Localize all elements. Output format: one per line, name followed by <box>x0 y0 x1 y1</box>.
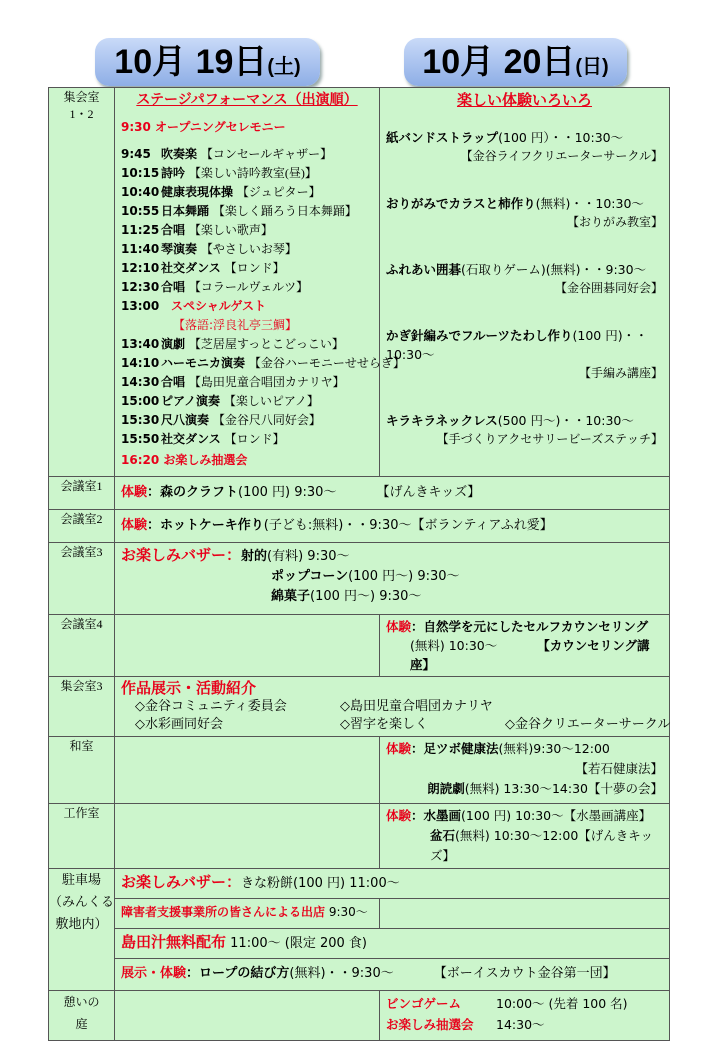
room-workshop: 工作室 <box>49 804 115 869</box>
r8-rope-title: ：ロープの結び方 <box>186 966 290 981</box>
r4-label: 体験 <box>386 619 412 634</box>
program-group: 【ロンド】 <box>224 432 285 446</box>
r6-group: 【若石健康法】 <box>575 761 663 776</box>
day2-header-tab <box>404 38 627 86</box>
experience-name: ふれあい囲碁 <box>386 262 462 277</box>
experience-item <box>386 326 663 383</box>
room-hall-line1: 集会室 <box>63 90 100 104</box>
r4-group: 【カウンセリング講座】 <box>410 638 650 672</box>
room-garden <box>49 991 115 1041</box>
day1-month: 10 <box>114 43 153 81</box>
stage-program-1 <box>121 145 373 297</box>
program-item: 社交ダンス <box>161 261 221 275</box>
program-group: 【芝居屋すっとこどっこい】 <box>188 337 344 351</box>
program-item: ハーモニカ演奏 <box>161 356 246 370</box>
room-meeting2: 会議室2 <box>49 510 115 543</box>
r3-item2-detail: (100 円～) 9:30～ <box>348 569 460 584</box>
room-parking-line3: 敷地内） <box>55 916 108 931</box>
program-time: 12:30 <box>121 280 160 294</box>
r5-item-4: ◇金谷クリエーターサークル <box>505 717 671 732</box>
r6-detail2: (無料) 13:30～14:30 <box>464 781 588 796</box>
r8-bazaar-detail: (100 円) 11:00～ <box>293 876 400 891</box>
r1-detail: (100 円) 9:30～ <box>238 485 337 500</box>
program-item: 吹奏楽 <box>161 147 198 161</box>
guest-time: 13:00 <box>121 299 160 313</box>
r8-rope-group: 【ボーイスカウト金谷第一団】 <box>433 966 616 981</box>
program-time: 10:40 <box>121 185 160 199</box>
r7-title: ：水墨画 <box>411 808 462 823</box>
experience-item <box>386 411 663 449</box>
experience-title: 楽しい体験いろいろ <box>456 91 592 109</box>
program-group: 【金谷ハーモニーせせらぎ】 <box>248 356 405 370</box>
program-item: ピアノ演奏 <box>161 394 221 408</box>
experience-item <box>386 128 663 166</box>
experience-group: 【金谷ライフクリエーターサークル】 <box>460 149 663 163</box>
r4-empty <box>115 615 380 677</box>
room-meeting4: 会議室4 <box>49 615 115 677</box>
room-hall-line2: 1・2 <box>69 107 94 121</box>
program-group: 【やさしいお琴】 <box>200 242 297 256</box>
program-item: 日本舞踊 <box>161 204 210 218</box>
r2-detail: (子ども:無料)・・9:30～ <box>263 518 412 533</box>
program-item: 社交ダンス <box>161 432 221 446</box>
room-parking-line2: （みんくる <box>49 894 115 909</box>
stage-program-item <box>121 221 373 240</box>
program-item: 尺八演奏 <box>161 413 210 427</box>
r7-group2: 【げんきキッズ】 <box>430 828 654 863</box>
room-washitsu: 和室 <box>49 737 115 804</box>
stage-program-item <box>121 335 373 354</box>
r5-item-1: ◇島田児童合唱団カナリヤ <box>340 699 493 714</box>
schedule-table <box>48 87 670 1041</box>
stage-cell <box>115 88 405 477</box>
r9-bingo-detail: 10:00～ (先着 100 名) <box>496 996 628 1011</box>
program-item: 合唱 <box>161 375 186 389</box>
day1-weekday: (土) <box>267 56 301 78</box>
day2-day-unit: 日 <box>541 43 576 81</box>
program-group: 【コンセールギャザー】 <box>200 147 333 161</box>
row-washitsu <box>49 737 670 804</box>
experience-detail: (100 円)・・10:30～ <box>386 328 648 362</box>
day2-weekday: (日) <box>575 56 609 78</box>
experience-detail: (石取りゲーム)(無料)・・9:30～ <box>461 262 647 277</box>
day1-header-tab <box>95 38 320 86</box>
program-group: 【楽しい詩吟教室(昼)】 <box>188 166 317 180</box>
r4-title: ：自然学を元にしたセルフカウンセリング <box>411 619 649 634</box>
row-meeting2 <box>49 510 670 543</box>
stage-program-item <box>121 164 373 183</box>
program-time: 15:30 <box>121 413 160 427</box>
r9-lottery-detail: 14:30～ <box>496 1017 545 1032</box>
r6-title2: 朗読劇 <box>427 781 465 796</box>
day1-day-unit: 日 <box>233 43 268 81</box>
r6-detail: (無料)9:30～12:00 <box>498 741 610 756</box>
r7-group: 【水墨画講座】 <box>563 808 652 823</box>
r9-lottery: お楽しみ抽選会 <box>386 1017 474 1032</box>
experience-group: 【手づくりアクセサリービーズステッチ】 <box>436 432 663 446</box>
program-time: 10:15 <box>121 166 160 180</box>
program-time: 10:55 <box>121 204 160 218</box>
r1-title: ：森のクラフト <box>147 485 239 500</box>
r8-shop-time: 9:30～ <box>328 905 368 919</box>
program-item: 健康表現体操 <box>161 185 234 199</box>
stage-program-item <box>121 183 373 202</box>
program-group: 【ロンド】 <box>224 261 285 275</box>
hall-row <box>49 88 670 477</box>
r5-item-2: ◇水彩画同好会 <box>135 717 223 732</box>
r6-empty <box>115 737 380 804</box>
stage-program-item <box>121 145 373 164</box>
r9-bingo: ビンゴゲーム <box>386 996 462 1011</box>
experience-group: 【おりがみ教室】 <box>566 215 663 229</box>
r3-item1: 射的 <box>241 549 268 564</box>
r6-label: 体験 <box>386 741 412 756</box>
experience-name: かぎ針編みでフルーツたわし作り <box>386 328 573 343</box>
program-item: 琴演奏 <box>161 242 198 256</box>
r1-group: 【げんきキッズ】 <box>376 485 481 500</box>
program-group: 【楽しいピアノ】 <box>223 394 319 408</box>
room-parking <box>49 869 115 991</box>
day1-month-unit: 月 <box>152 43 187 81</box>
experience-detail: (無料)・・10:30～ <box>535 196 644 211</box>
row-meeting4 <box>49 615 670 677</box>
r4-detail: (無料) 10:30～ <box>410 638 498 653</box>
room-garden-line1: 憩いの <box>63 995 100 1009</box>
program-time: 15:50 <box>121 432 160 446</box>
program-time: 11:25 <box>121 223 160 237</box>
experience-detail: (100 円）・・10:30～ <box>498 130 624 145</box>
r9-empty <box>115 991 380 1041</box>
r2-label: 体験 <box>121 518 148 533</box>
stage-program-item <box>121 259 373 278</box>
r5-title: 作品展示・活動紹介 <box>121 679 257 697</box>
opening-ceremony: 9:30 オープニングセレモニー <box>121 120 286 134</box>
program-time: 15:00 <box>121 394 160 408</box>
room-hall <box>49 88 115 477</box>
row-meeting3 <box>49 543 670 615</box>
experience-group: 【金谷囲碁同好会】 <box>554 281 663 295</box>
experience-name: おりがみでカラスと柿作り <box>386 196 536 211</box>
program-time: 13:40 <box>121 337 160 351</box>
r7-detail: (100 円) 10:30～ <box>461 808 564 823</box>
program-time: 14:30 <box>121 375 160 389</box>
program-time: 14:10 <box>121 356 160 370</box>
r7-empty <box>115 804 380 869</box>
r6-group2: 【十夢の会】 <box>587 781 663 796</box>
r3-item3-detail: (100 円～) 9:30～ <box>310 589 422 604</box>
r7-detail2: (無料) 10:30～12:00 <box>455 828 579 843</box>
r7-label: 体験 <box>386 808 412 823</box>
row-garden <box>49 991 670 1041</box>
program-item: 演劇 <box>161 337 186 351</box>
stage-program-item <box>121 202 373 221</box>
row-parking-4 <box>49 959 670 991</box>
day1-day: 19 <box>195 43 234 81</box>
row-meeting1 <box>49 477 670 510</box>
row-parking-2 <box>49 899 670 929</box>
guest-title: スペシャルゲスト <box>171 299 267 313</box>
r8-bazaar-item: きな粉餅 <box>241 876 294 891</box>
stage-program-2 <box>121 335 405 449</box>
guest-name: 【落語:浮良礼亭三鯛】 <box>173 318 298 332</box>
experience-name: キラキラネックレス <box>386 413 498 428</box>
r8-soup-detail: 11:00～ (限定 200 食) <box>230 936 367 951</box>
stage-program-item <box>121 392 373 411</box>
day2-month-unit: 月 <box>460 43 495 81</box>
room-meeting3: 会議室3 <box>49 543 115 615</box>
room-garden-line2: 庭 <box>75 1017 88 1031</box>
r8-soup-title: 島田汁無料配布 <box>121 933 227 951</box>
row-parking-1 <box>49 869 670 899</box>
program-group: 【楽しく踊ろう日本舞踊】 <box>212 204 357 218</box>
program-group: 【楽しい歌声】 <box>188 223 273 237</box>
experience-item <box>386 194 663 232</box>
day2-day: 20 <box>503 43 542 81</box>
room-meeting1: 会議室1 <box>49 477 115 510</box>
experience-item <box>386 260 663 298</box>
program-group: 【コラールヴェルツ】 <box>188 280 309 294</box>
r2-group: 【ボランティアふれ愛】 <box>411 518 553 533</box>
r8-shop-title: 障害者支援事業所の皆さんによる出店 <box>121 905 326 919</box>
program-group: 【島田児童合唱団カナリヤ】 <box>188 375 345 389</box>
program-group: 【ジュピター】 <box>236 185 321 199</box>
r8-shop-empty <box>380 899 670 929</box>
r7-title2: 盆石 <box>430 828 456 843</box>
day2-month: 10 <box>422 43 461 81</box>
experience-cell <box>380 88 670 477</box>
stage-program-item <box>121 430 373 449</box>
r5-item-0: ◇金谷コミュニティ委員会 <box>135 699 287 714</box>
stage-program-item <box>121 373 373 392</box>
row-workshop <box>49 804 670 869</box>
program-group: 【金谷尺八同好会】 <box>212 413 321 427</box>
experience-detail: (500 円～)・・10:30～ <box>497 413 634 428</box>
r8-rope-detail: (無料)・・9:30～ <box>289 966 394 981</box>
r1-label: 体験 <box>121 485 148 500</box>
program-item: 合唱 <box>161 280 186 294</box>
row-parking-3 <box>49 929 670 959</box>
guest-line <box>121 297 373 316</box>
r5-item-3: ◇習字を楽しく <box>340 717 428 732</box>
r3-title: お楽しみバザー： <box>121 546 242 564</box>
stage-program-item <box>121 278 373 297</box>
stage-program-item <box>121 411 373 430</box>
stage-lottery: 16:20 お楽しみ抽選会 <box>121 453 248 467</box>
experience-name: 紙バンドストラップ <box>386 130 499 145</box>
row-hall3 <box>49 677 670 737</box>
r8-rope-label: 展示・体験 <box>121 966 187 981</box>
program-item: 合唱 <box>161 223 186 237</box>
experience-group: 【手編み講座】 <box>578 366 663 380</box>
r2-title: ：ホットケーキ作り <box>147 518 264 533</box>
r3-item3: 綿菓子 <box>271 589 311 604</box>
stage-title: ステージパフォーマンス（出演順） <box>136 92 358 108</box>
program-time: 11:40 <box>121 242 160 256</box>
experience-list <box>386 128 663 449</box>
room-parking-line1: 駐車場 <box>61 872 101 887</box>
r3-item1-detail: (有料) 9:30～ <box>267 549 350 564</box>
program-time: 12:10 <box>121 261 160 275</box>
stage-program-item <box>121 240 373 259</box>
program-item: 詩吟 <box>161 166 186 180</box>
r6-title: ：足ツボ健康法 <box>411 741 499 756</box>
program-time: 9:45 <box>121 147 151 161</box>
stage-program-item <box>121 354 405 373</box>
room-hall3: 集会室3 <box>49 677 115 737</box>
r8-bazaar-title: お楽しみバザー： <box>121 873 242 891</box>
r3-item2: ポップコーン <box>271 569 349 584</box>
